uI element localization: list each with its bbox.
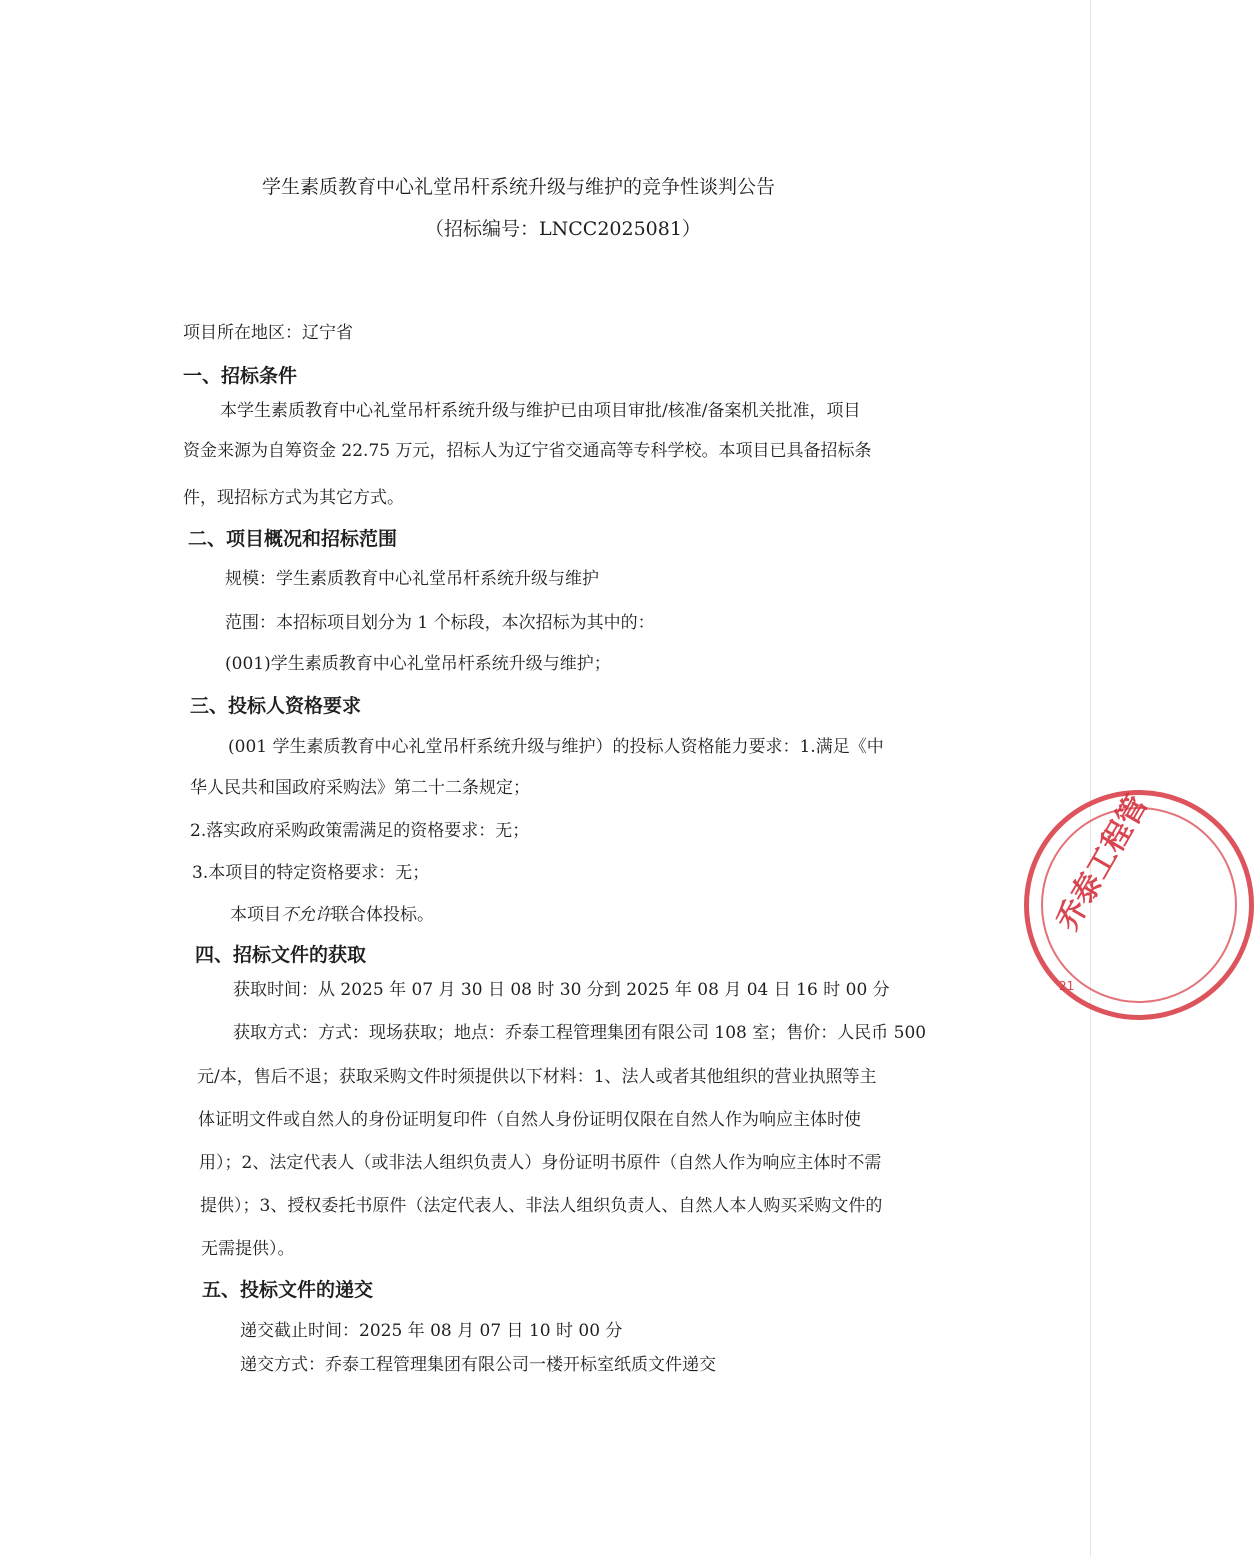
section-4-para: 用）；2、法定代表人（或非法人组织负责人）身份证明书原件（自然人作为响应主体时不需 <box>199 1153 882 1173</box>
section-4-para: 无需提供）。 <box>201 1239 295 1259</box>
consortium-post: 联合体投标。 <box>332 905 434 925</box>
section-4-para: 体证明文件或自然人的身份证明复印件（自然人身份证明仅限在自然人作为响应主体时使 <box>198 1110 861 1130</box>
bid-number: （招标编号：LNCC2025081） <box>425 218 701 240</box>
section-5-heading: 五、投标文件的递交 <box>202 1279 374 1301</box>
section-3-para: 华人民共和国政府采购法》第二十二条规定； <box>190 778 530 798</box>
section-3-para: (001 学生素质教育中心礼堂吊杆系统升级与维护）的投标人资格能力要求：1.满足《中 <box>228 737 884 757</box>
section-2-scope: 范围：本招标项目划分为 1 个标段，本次招标为其中的： <box>225 613 655 633</box>
section-3-heading: 三、投标人资格要求 <box>190 695 362 717</box>
section-3-item-2: 2.落实政府采购政策需满足的资格要求：无； <box>190 821 530 841</box>
seal-text: 乔泰工程管 <box>1049 789 1156 937</box>
seal-number: 21 <box>1059 979 1075 993</box>
section-3-item-3: 3.本项目的特定资格要求：无； <box>192 863 430 883</box>
section-4-heading: 四、招标文件的获取 <box>195 944 367 966</box>
section-5-method: 递交方式：乔泰工程管理集团有限公司一楼开标室纸质文件递交 <box>240 1355 716 1375</box>
page-edge <box>1090 0 1091 1557</box>
section-2-lot: (001)学生素质教育中心礼堂吊杆系统升级与维护； <box>225 654 611 674</box>
section-4-para: 提供）；3、授权委托书原件（法定代表人、非法人组织负责人、自然人本人购买采购文件的 <box>200 1196 883 1216</box>
page-title: 学生素质教育中心礼堂吊杆系统升级与维护的竞争性谈判公告 <box>262 176 776 198</box>
section-4-method: 获取方式：方式：现场获取；地点：乔泰工程管理集团有限公司 108 室；售价：人民币 500 <box>233 1023 927 1043</box>
section-1-para: 资金来源为自筹资金 22.75 万元，招标人为辽宁省交通高等专科学校。本项目已具备招标条 <box>183 441 872 461</box>
section-4-para: 元/本，售后不退；获取采购文件时须提供以下材料：1、法人或者其他组织的营业执照等主 <box>197 1067 877 1087</box>
project-location: 项目所在地区：辽宁省 <box>183 323 353 343</box>
consortium-pre: 本项目 <box>230 905 281 925</box>
section-1-heading: 一、招标条件 <box>183 365 298 387</box>
section-1-para: 本学生素质教育中心礼堂吊杆系统升级与维护已由项目审批/核准/备案机关批准，项目 <box>220 401 861 421</box>
section-2-heading: 二、项目概况和招标范围 <box>188 528 398 550</box>
company-seal <box>1024 790 1254 1020</box>
section-1-para: 件，现招标方式为其它方式。 <box>183 488 404 508</box>
section-4-time: 获取时间：从 2025 年 07 月 30 日 08 时 30 分到 2025 年 08 月 04 日 16 时 00 分 <box>233 980 890 1000</box>
consortium-not-allowed: 不允许 <box>281 905 332 925</box>
section-2-scale: 规模：学生素质教育中心礼堂吊杆系统升级与维护 <box>225 569 599 589</box>
section-3-consortium <box>230 904 434 926</box>
section-5-deadline: 递交截止时间：2025 年 08 月 07 日 10 时 00 分 <box>240 1321 623 1341</box>
